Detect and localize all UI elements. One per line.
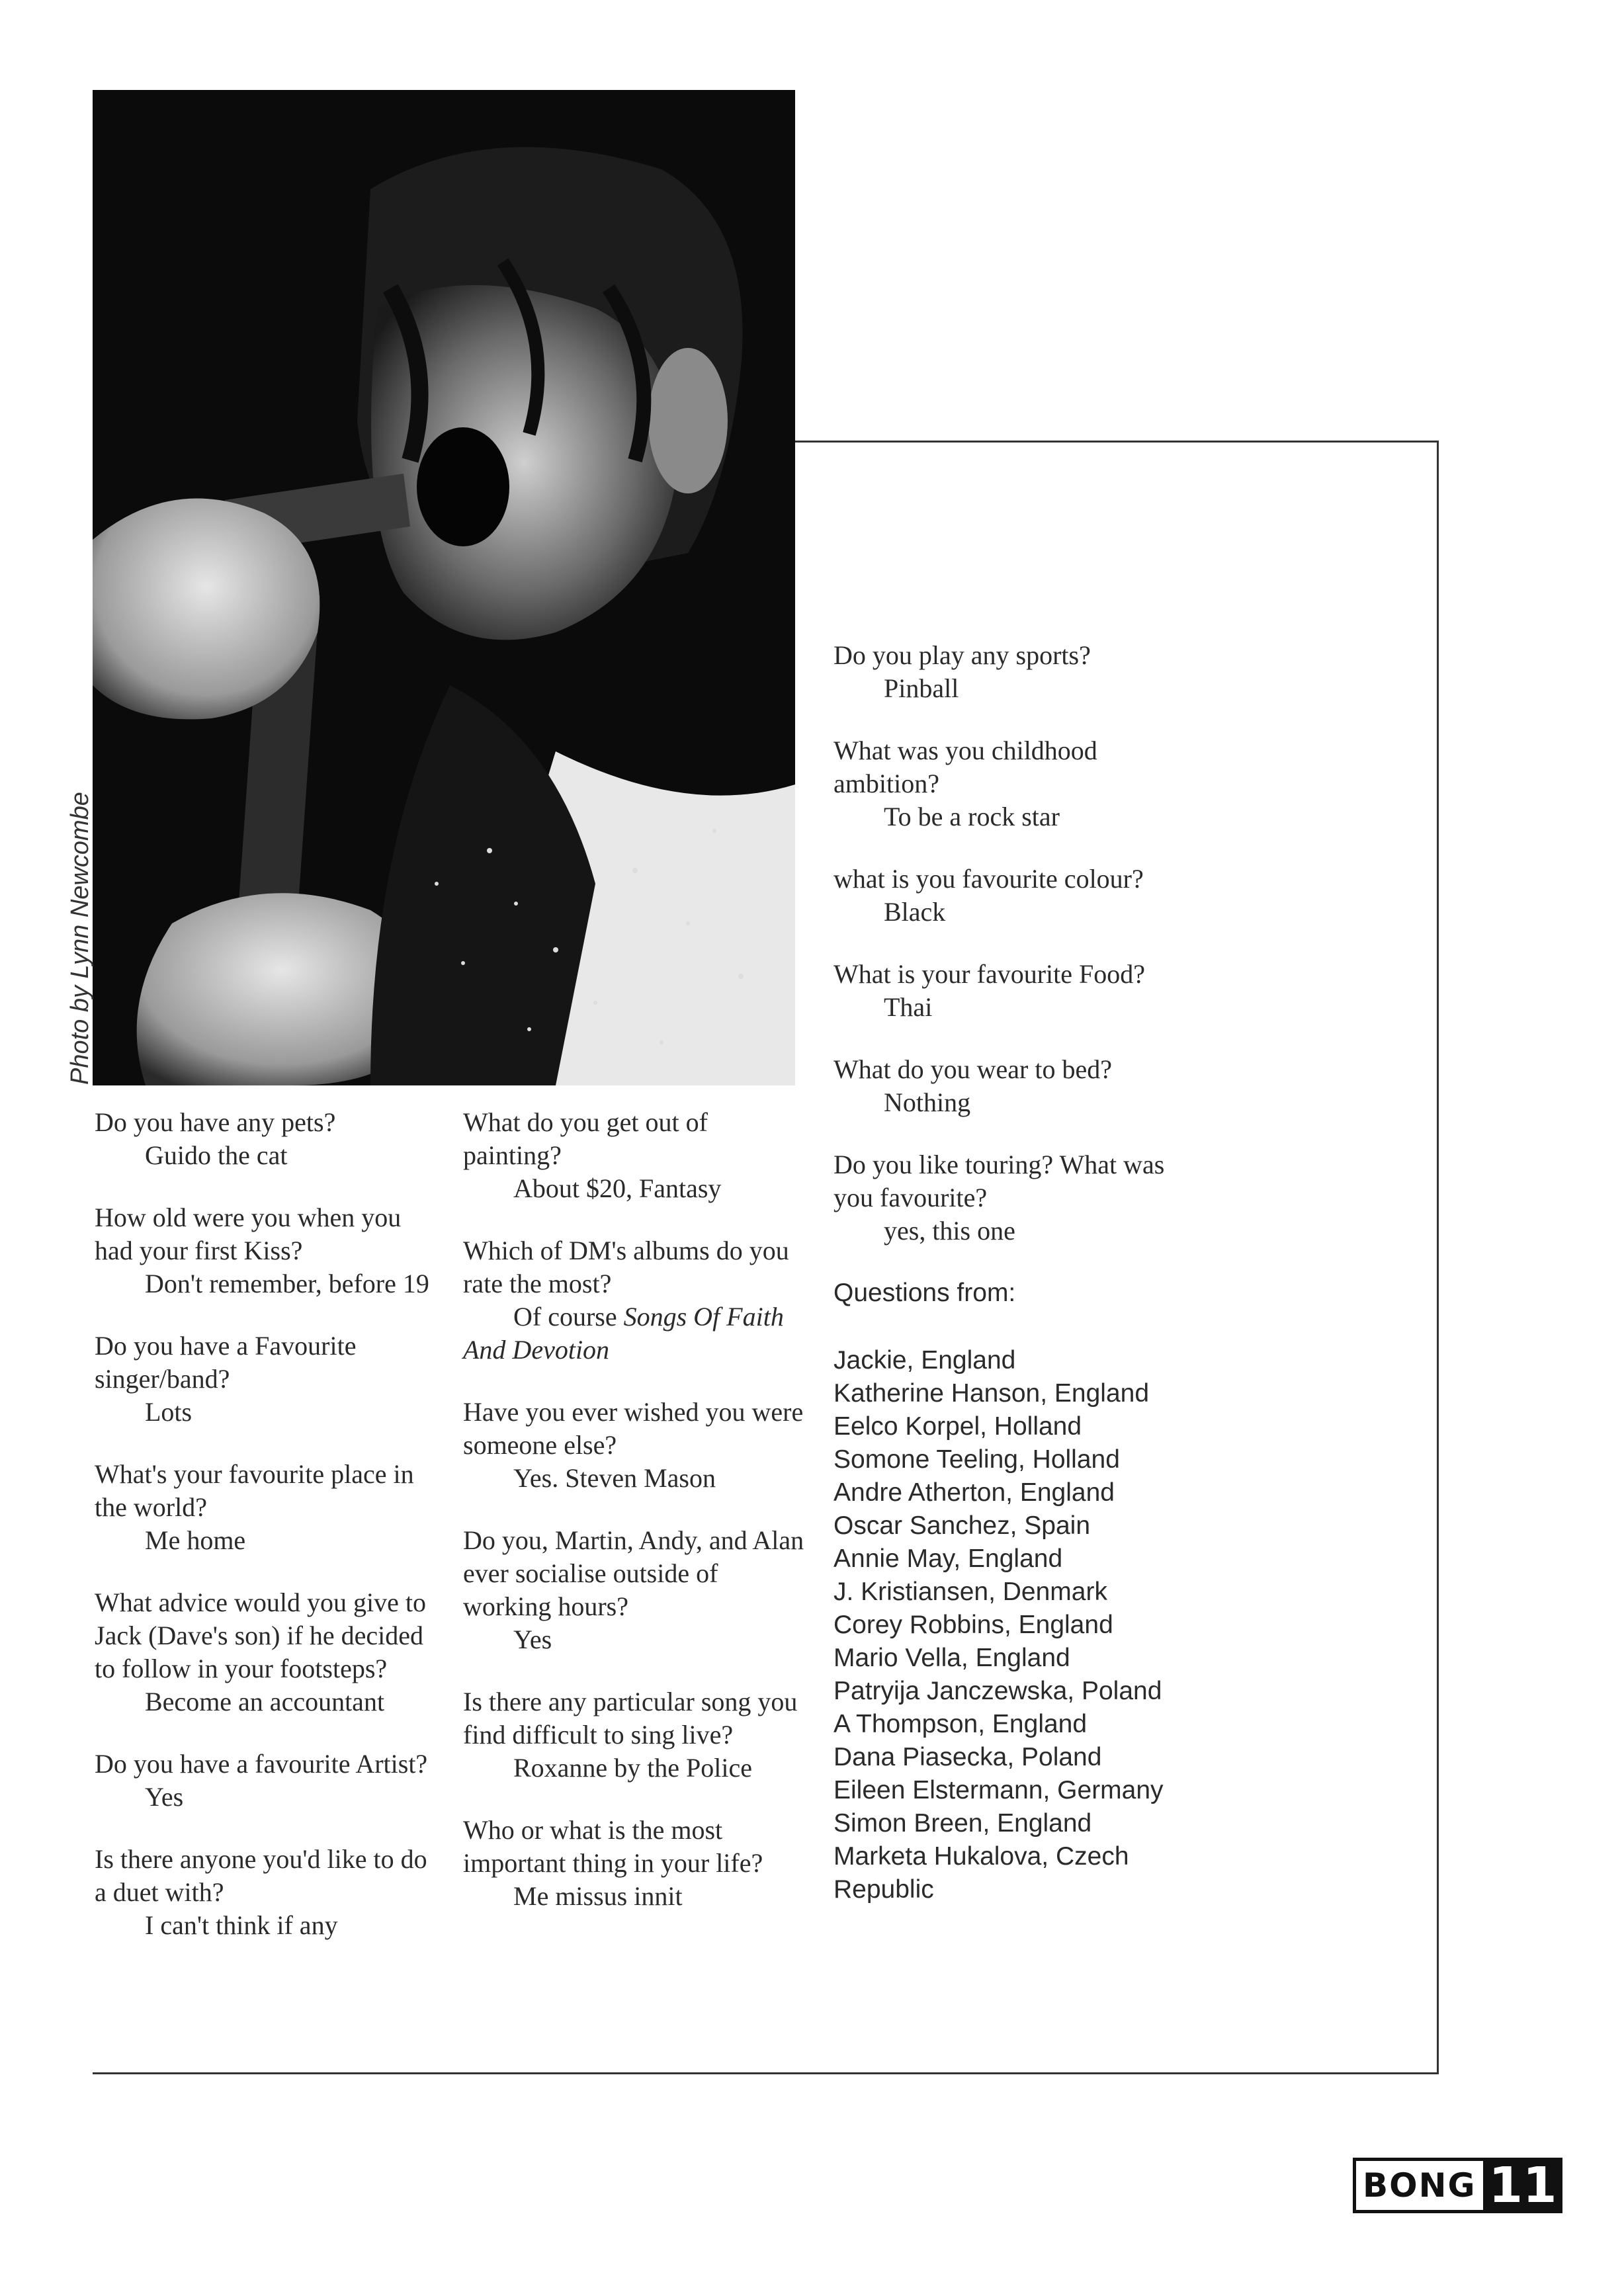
contributor-name: Simon Breen, England — [833, 1809, 1092, 1838]
contributor-name: Patryija Janczewska, Poland — [833, 1677, 1162, 1705]
qa-item — [463, 1814, 807, 1913]
question: Is there any particular song you find difficult to sing live? — [463, 1687, 798, 1750]
question: What was you childhood ambition? — [833, 736, 1097, 798]
answer: Lots — [145, 1397, 192, 1427]
contributor-name: Andre Atherton, England — [833, 1478, 1115, 1507]
qa-item — [463, 1106, 807, 1205]
contributor-name: Oscar Sanchez, Spain — [833, 1511, 1091, 1540]
question: What do you wear to bed? — [833, 1054, 1112, 1084]
answer: Yes — [513, 1625, 552, 1654]
questions-from-heading: Questions from: — [833, 1279, 1016, 1307]
answer: Don't remember, before 19 — [145, 1269, 429, 1298]
question: Do you have any pets? — [95, 1107, 336, 1137]
answer: Thai — [884, 992, 933, 1022]
question: Do you, Martin, Andy, and Alan ever socialise outside of working hours? — [463, 1525, 804, 1621]
contributor-name: Eileen Elstermann, Germany — [833, 1776, 1164, 1804]
qa-column-2 — [463, 1106, 807, 1942]
question: Do you play any sports? — [833, 640, 1091, 670]
question: What's your favourite place in the world? — [95, 1459, 414, 1522]
answer: Me missus innit — [513, 1881, 683, 1911]
album-title: Songs Of Faith And Devotion — [463, 1302, 784, 1365]
qa-item — [95, 1201, 439, 1300]
contributor-name: Corey Robbins, England — [833, 1611, 1113, 1639]
qa-item — [463, 1685, 807, 1785]
qa-item — [95, 1458, 439, 1557]
qa-item — [95, 1748, 439, 1814]
answer: Nothing — [884, 1087, 971, 1117]
qa-item — [95, 1586, 439, 1718]
qa-item — [95, 1330, 439, 1429]
qa-item — [463, 1396, 807, 1495]
question: Is there anyone you'd like to do a duet with? — [95, 1844, 427, 1907]
question: Do you have a favourite Artist? — [95, 1749, 428, 1779]
contributor-name: Katherine Hanson, England — [833, 1379, 1150, 1408]
answer-prefix: Of course — [513, 1302, 624, 1332]
answer — [463, 1300, 807, 1367]
bong-logo — [1353, 2158, 1562, 2213]
qa-item — [95, 1843, 439, 1942]
qa-item — [833, 1053, 1204, 1119]
frame-top-line — [795, 441, 1438, 443]
qa-column-1 — [95, 1106, 439, 1971]
qa-item — [833, 734, 1204, 833]
photo-credit: Photo by Lynn Newcombe — [66, 792, 94, 1085]
question: What do you get out of painting? — [463, 1107, 708, 1170]
frame-bottom-line — [93, 2072, 1439, 2074]
question: Have you ever wished you were someone else? — [463, 1397, 804, 1460]
answer: Yes. Steven Mason — [513, 1463, 716, 1493]
contributor-name: Marketa Hukalova, Czech Republic — [833, 1842, 1129, 1904]
questions-from — [833, 1277, 1204, 1906]
question: Do you have a Favourite singer/band? — [95, 1331, 357, 1394]
qa-column-3 — [833, 639, 1204, 1906]
answer: I can't think if any — [145, 1910, 338, 1940]
contributor-name: Eelco Korpel, Holland — [833, 1412, 1082, 1441]
answer: About $20, Fantasy — [513, 1173, 722, 1203]
question: What is your favourite Food? — [833, 959, 1145, 989]
qa-item — [833, 863, 1204, 929]
question: Do you like touring? What was you favourite? — [833, 1150, 1165, 1212]
qa-item — [833, 1148, 1204, 1248]
page-number: 11 — [1484, 2158, 1562, 2213]
contributor-list — [833, 1344, 1204, 1906]
qa-item — [463, 1524, 807, 1656]
question: How old were you when you had your first Kiss? — [95, 1203, 402, 1265]
frame-right-line — [1437, 441, 1439, 2073]
question: Which of DM's albums do you rate the most? — [463, 1236, 789, 1298]
answer: yes, this one — [884, 1216, 1015, 1246]
contributor-name: Somone Teeling, Holland — [833, 1445, 1120, 1474]
qa-item — [463, 1234, 807, 1367]
question: Who or what is the most important thing in your life? — [463, 1815, 763, 1878]
qa-item — [95, 1106, 439, 1172]
contributor-name: J. Kristiansen, Denmark — [833, 1578, 1107, 1606]
answer: Yes — [145, 1782, 184, 1812]
answer: To be a rock star — [884, 802, 1060, 831]
qa-item — [833, 958, 1204, 1024]
contributor-name: Jackie, England — [833, 1346, 1016, 1375]
contributor-name: A Thompson, England — [833, 1710, 1088, 1738]
singer-photo-icon — [93, 90, 795, 1085]
contributor-name: Mario Vella, England — [833, 1644, 1070, 1672]
logo-word: BONG — [1353, 2158, 1486, 2213]
singer-photo — [93, 90, 795, 1085]
answer: Me home — [145, 1525, 246, 1555]
question: what is you favourite colour? — [833, 864, 1144, 894]
qa-item — [833, 639, 1204, 705]
contributor-name: Annie May, England — [833, 1544, 1063, 1573]
contributor-name: Dana Piasecka, Poland — [833, 1743, 1102, 1771]
answer: Roxanne by the Police — [513, 1753, 753, 1783]
answer: Become an accountant — [145, 1687, 385, 1716]
question: What advice would you give to Jack (Dave's son) if he decided to follow in your footsteps? — [95, 1587, 426, 1683]
answer: Guido the cat — [145, 1140, 288, 1170]
answer: Pinball — [884, 673, 959, 703]
answer: Black — [884, 897, 946, 927]
